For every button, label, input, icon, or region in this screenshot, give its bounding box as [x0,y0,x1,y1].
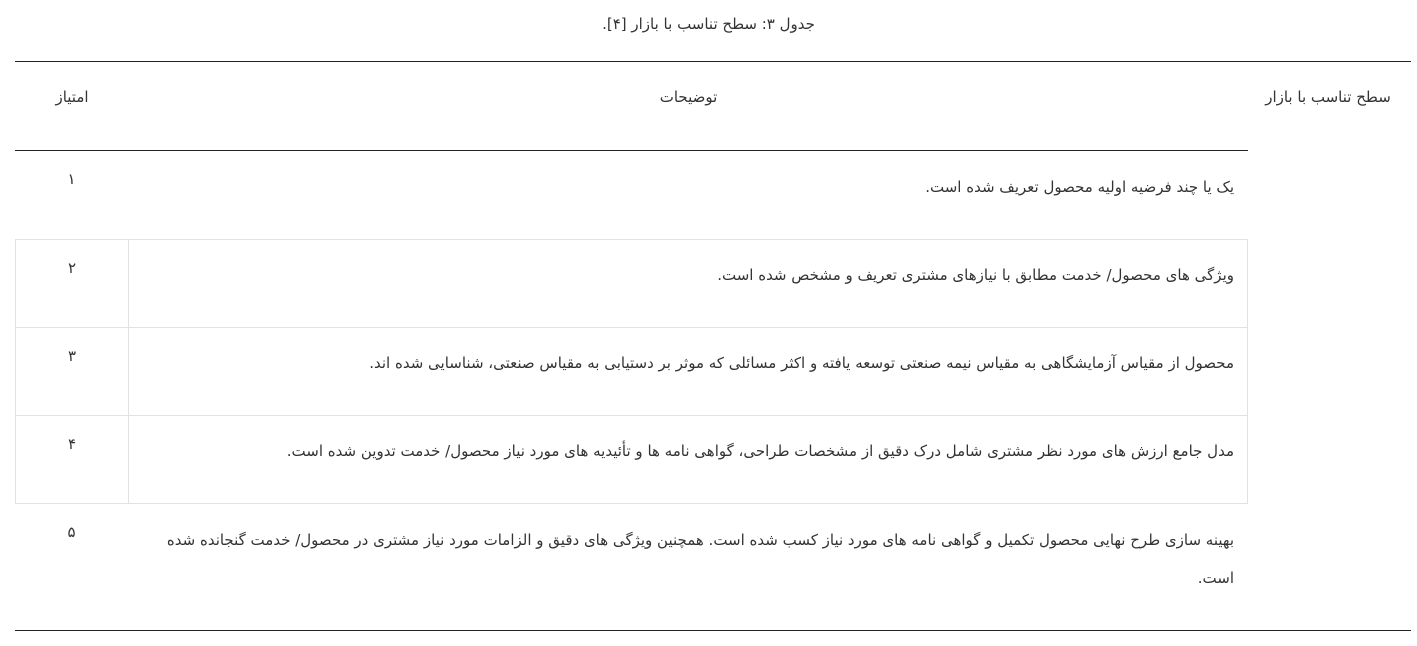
table-row [15,415,1248,504]
table-caption: جدول ۳: سطح تناسب با بازار [۴]. [602,15,815,33]
row-score: ۱ [67,170,76,188]
table-row [15,239,1248,327]
header-market-fit-level: سطح تناسب با بازار [1265,88,1391,106]
row-description: یک یا چند فرضیه اولیه محصول تعریف شده است. [925,178,1234,196]
row-description: محصول از مقیاس آزمایشگاهی به مقیاس نیمه صنعتی توسعه یافته و اکثر مسائلی که موثر بر دستیابی به مقیاس صنعتی، شناسایی شده اند. [369,354,1234,372]
row-description: ویژگی های محصول/ خدمت مطابق با نیازهای مشتری تعریف و مشخص شده است. [717,266,1234,284]
table-bottom-rule [15,630,1411,631]
row-score: ۴ [16,416,129,503]
table-row [15,327,1248,415]
header-description: توضیحات [659,88,718,106]
table-top-rule [15,61,1411,62]
header-score: امتیاز [55,88,89,106]
row-description: مدل جامع ارزش های مورد نظر مشتری شامل درک دقیق از مشخصات طراحی، گواهی نامه ها و تأئیدیه های مورد نیاز محصول/ خدمت تدوین شده است. [286,442,1234,460]
row-description: بهینه سازی طرح نهایی محصول تکمیل و گواهی نامه های مورد نیاز کسب شده است. همچنین ویژگی های دقیق و الزامات مورد نیاز مشتری در محصول/ خدمت گنجانده شده است. [166,531,1234,587]
row-score: ۲ [16,240,129,327]
row-score: ۵ [67,523,76,541]
table-row [15,151,1248,239]
row-score: ۳ [16,328,129,415]
table-row [15,504,1248,630]
